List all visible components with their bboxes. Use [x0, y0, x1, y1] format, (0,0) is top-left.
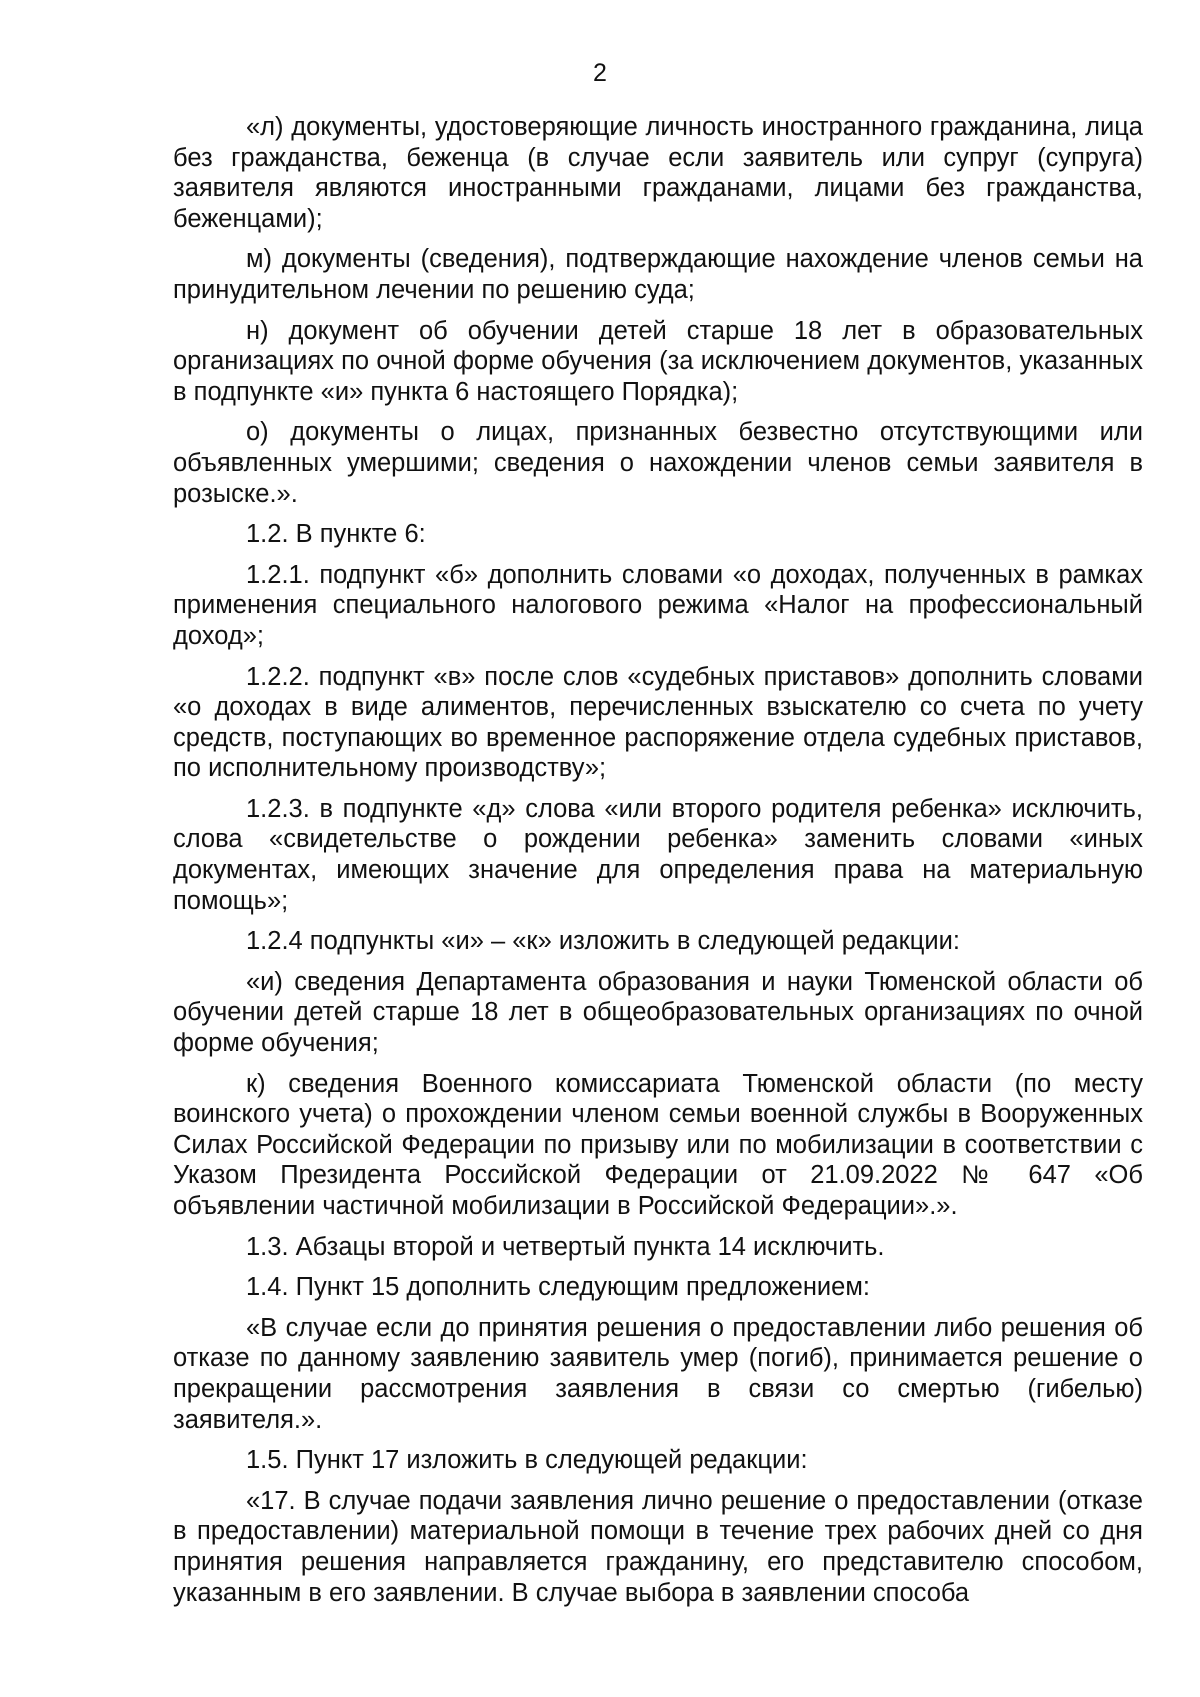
paragraph-17: «17. В случае подачи заявления лично решение о предоставлении (отказе в предоставлении) материальной помощи в течение трех рабочих дней со дня принятия решения направляется гражданину, его представителю способом, указанным в его заявлении. В случае выбора в заявлении способа	[173, 1486, 1143, 1607]
paragraph-1-5: 1.5. Пункт 17 изложить в следующей редакции:	[246, 1446, 808, 1475]
paragraph-1-4-quote: «В случае если до принятия решения о предоставлении либо решения об отказе по данному заявлению заявитель умер (погиб), принимается решение о прекращении рассмотрения заявления в связи со смертью (гибелью) заявителя.».	[173, 1313, 1143, 1434]
paragraph-1-3: 1.3. Абзацы второй и четвертый пункта 14 исключить.	[246, 1232, 885, 1261]
paragraph-l-documents: «л) документы, удостоверяющие личность иностранного гражданина, лица без гражданства, беженца (в случае если заявитель или супруг (супруга) заявителя являются иностранными гражданами, лицами без гражданства, беженцами);	[173, 113, 1143, 233]
paragraph-m-documents: м) документы (сведения), подтверждающие нахождение членов семьи на принудительном лечении по решению суда;	[173, 245, 1143, 304]
paragraph-1-4: 1.4. Пункт 15 дополнить следующим предложением:	[246, 1273, 870, 1302]
paragraph-1-2-2: 1.2.2. подпункт «в» после слов «судебных приставов» дополнить словами «о доходах в виде алиментов, перечисленных взыскателю со счета по учету средств, поступающих во временное распоряжение отдела судебных приставов, по исполнительному производству»;	[173, 662, 1143, 783]
paragraph-k-info: к) сведения Военного комиссариата Тюменской области (по месту воинского учета) о прохождении членом семьи военной службы в Вооруженных Силах Российской Федерации по призыву или по мобилизации в соответствии с Указом Президента Российской Федерации от 21.09.2022 № 647 «Об объявлении частичной мобилизации в Российской Федерации».».	[173, 1069, 1143, 1220]
paragraph-i-info: «и) сведения Департамента образования и науки Тюменской области об обучении детей старше 18 лет в общеобразовательных организациях по очной форме обучения;	[173, 967, 1143, 1058]
paragraph-1-2-1: 1.2.1. подпункт «б» дополнить словами «о доходах, полученных в рамках применения специального налогового режима «Налог на профессиональный доход»;	[173, 560, 1143, 650]
paragraph-1-2: 1.2. В пункте 6:	[246, 520, 426, 549]
document-body	[173, 112, 1143, 1618]
paragraph-1-2-3: 1.2.3. в подпункте «д» слова «или второго родителя ребенка» исключить, слова «свидетельстве о рождении ребенка» заменить словами «иных документах, имеющих значение для определения права на материальную помощь»;	[173, 794, 1143, 915]
paragraph-o-documents: о) документы о лицах, признанных безвестно отсутствующими или объявленных умершими; сведения о нахождении членов семьи заявителя в розыске.».	[173, 418, 1143, 508]
page-number: 2	[593, 59, 607, 87]
paragraph-n-document: н) документ об обучении детей старше 18 лет в образовательных организациях по очной форме обучения (за исключением документов, указанных в подпункте «и» пункта 6 настоящего Порядка);	[173, 316, 1143, 406]
paragraph-1-2-4: 1.2.4 подпункты «и» – «к» изложить в следующей редакции:	[246, 927, 960, 956]
